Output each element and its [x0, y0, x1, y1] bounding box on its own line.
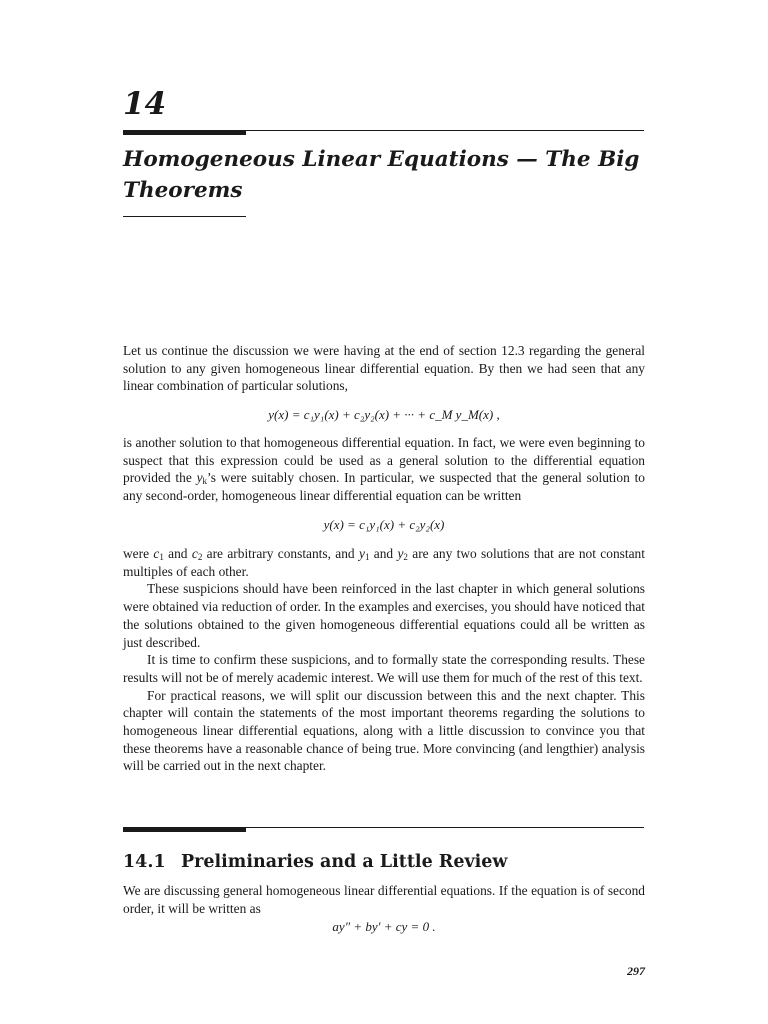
section-title	[123, 850, 508, 874]
math-yk-var: y	[196, 470, 203, 486]
intro-paragraph-6-text: For practical reasons, we will split our discussion between this and the next chapter. This chapter will contain the statements of the most important theorems regarding the solutions to homogeneous linear differential equations, along with a little discussion to convince you that these theorems have a reasonable chance of being true. More convincing (and lengthier) analysis will be carried out in the next chapter.	[123, 687, 645, 774]
intro-paragraph-4-text: These suspicions should have been reinforced in the last chapter in which general solutions were obtained via reduction of order. In the examples and exercises, you should have noticed that the solutions obtained to the given homogeneous differential equations could all be written as just described.	[123, 581, 645, 650]
intro-paragraph-2-post: ’s were suitably chosen. In particular, we suspected that the general solution to any second-order, homogeneous linear differential equation can be written	[123, 470, 645, 504]
intro-paragraphs-rest	[123, 545, 645, 775]
p3-arbitrary: are arbitrary constants, and	[206, 546, 355, 561]
intro-paragraph-3-text	[123, 545, 645, 580]
math-c1-var: c	[153, 546, 160, 561]
page-number: 297	[627, 964, 645, 978]
math-yk	[197, 470, 207, 485]
section-rule-thin	[123, 827, 644, 828]
section-paragraph-1-text: We are discussing general homogeneous linear differential equations. If the equation is of second order, it will be written as	[123, 883, 645, 916]
math-c2-var: c	[191, 546, 198, 561]
intro-paragraph-2	[123, 434, 645, 505]
math-y1-var: y	[358, 546, 365, 561]
intro-paragraph-2-pre: is another solution to that homogeneous differential equation. In fact, we were even beginning to suspect that this expression could be used as a general solution to the differential equation provided the	[123, 435, 645, 486]
intro-paragraph-1-text: Let us continue the discussion we were having at the end of section 12.3 regarding the general solution to any given homogeneous linear differential equation. By then we had seen that any linear combination of particular solutions,	[123, 343, 645, 394]
math-c1-sub: 1	[159, 552, 164, 562]
chapter-number: 14	[123, 86, 167, 122]
section-number: 14.1	[123, 852, 166, 872]
math-y2	[397, 546, 407, 561]
math-y2-var: y	[397, 546, 404, 561]
math-c2	[192, 546, 202, 561]
equation-second-order-general: y(x) = c₁y₁(x) + c₂y₂(x)	[323, 517, 445, 532]
equation-second-order-homogeneous: ay″ + by′ + cy = 0 .	[332, 919, 436, 934]
section-title-text: Preliminaries and a Little Review	[181, 852, 508, 872]
math-y1	[359, 546, 369, 561]
chapter-title: Homogeneous Linear Equations — The Big Theorems	[123, 147, 640, 203]
math-y1-sub: 1	[364, 552, 370, 562]
intro-paragraph-1	[123, 342, 645, 395]
p3-were: were	[123, 546, 150, 561]
p3-and-1: and	[168, 546, 188, 561]
chapter-rule-thin	[123, 130, 644, 131]
intro-paragraph-5-text: It is time to confirm these suspicions, and to formally state the corresponding results. These results will not be of merely academic interest. We will use them for much of the rest of this text.	[123, 652, 645, 685]
p3-rest: are any two solutions that are not constant multiples of each other.	[123, 546, 645, 579]
p3-and-2: and	[373, 546, 394, 561]
math-c1	[153, 546, 163, 561]
section-paragraph-1	[123, 882, 645, 917]
chapter-title-underline	[123, 216, 246, 217]
math-c2-sub: 2	[197, 552, 203, 562]
math-yk-sub: k	[202, 476, 208, 487]
intro-paragraph-2-text	[123, 434, 645, 505]
equation-linear-combination: y(x) = c₁y₁(x) + c₂y₂(x) + ··· + c_M y_M(x) ,	[268, 407, 500, 422]
math-y2-sub: 2	[403, 552, 408, 562]
